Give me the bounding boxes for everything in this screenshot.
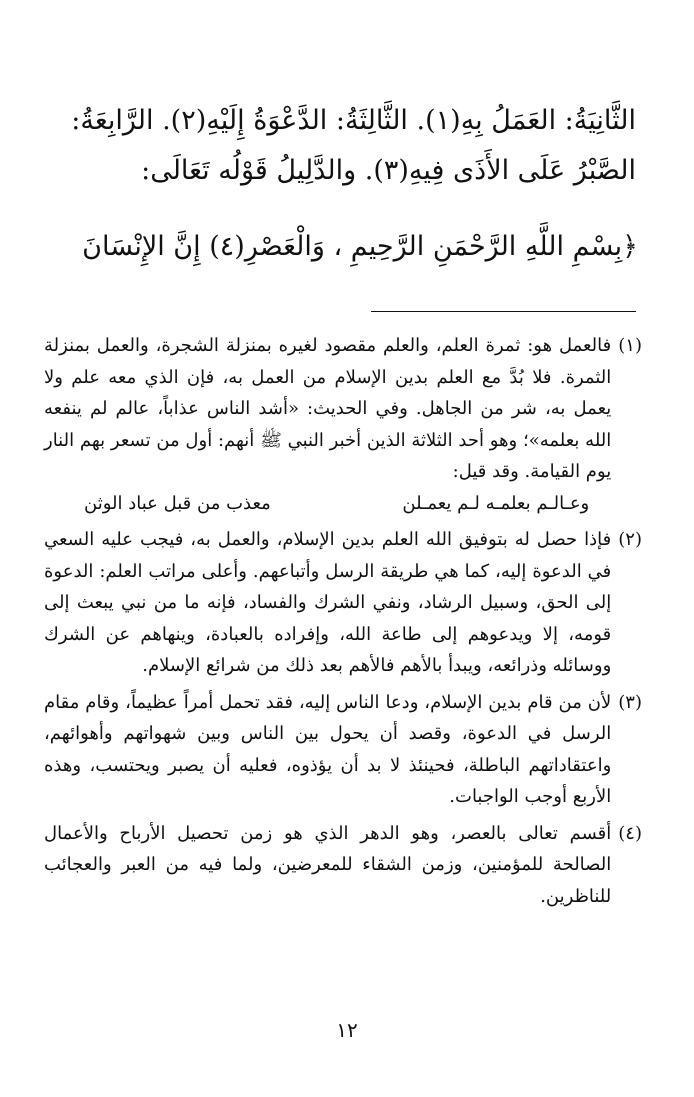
- footnotes: [44, 330, 642, 917]
- footnote-4: [44, 818, 642, 913]
- footnote-number: (٢): [618, 529, 642, 550]
- footnote-1: [44, 330, 642, 519]
- footnote-number: (٤): [618, 822, 642, 844]
- footnote-2: [44, 524, 642, 682]
- footnote-text: أقسم تعالى بالعصر، وهو الدهر الذي هو زمن تحصيل الأرباح والأعمال الصالحة للمؤمنين، وزمن الشقاء للمعرضين، ولما فيه من العبر والعجائب للناظرين.: [44, 822, 612, 907]
- quran-verse: ﴿بِسْمِ اللَّهِ الرَّحْمَنِ الرَّحِيمِ ، وَالْعَصْرِ(٤) إِنَّ الإِنْسَانَ: [82, 231, 638, 262]
- footnote-text: فالعمل هو: ثمرة العلم، والعلم مقصود لغيره بمنزلة الشجرة، والعمل بمنزلة الثمرة. فلا بُدَّ مع العلم بدين الإسلام من العمل به، فإن الذي معه علم ولا يعمل به، شر من الجاهل. وفي الحديث: «أشد الناس عذاباً، عالم لم ينفعه الله بعلمه»؛ وهو أحد الثلاثة الذين أخبر النبي ﷺ أنهم: أول من تسعر بهم النار يوم القيامة. وقد قيل:: [44, 335, 612, 482]
- footnote-number: (٣): [618, 691, 642, 713]
- footnote-body: [44, 330, 611, 519]
- footnote-body: [44, 687, 611, 813]
- footnote-divider: [371, 311, 636, 312]
- footnote-text: لأن من قام بدين الإسلام، ودعا الناس إليه، فقد تحمل أمراً عظيماً، وقام مقام الرسل في الدعوة، وقصد أن يحول بين الناس وبين شهواتهم وأهوائهم، واعتقاداتهم الباطلة، فحينئذ لا بد أن يؤذوه، فعليه أن يصبر ويحتسب، وهذه الأربع أوجب الواجبات.: [44, 691, 612, 807]
- poem-verse: [44, 488, 611, 520]
- footnote-3: [44, 687, 642, 813]
- poem-first-hemistich: وعـالـم بعلمـه لـم يعمـلن: [402, 492, 590, 514]
- footnote-body: [44, 818, 611, 913]
- footnote-body: [44, 524, 611, 682]
- page-number: ١٢: [336, 1018, 358, 1042]
- main-text: [62, 96, 636, 196]
- main-line-1: الثَّانِيَةُ: العَمَلُ بِهِ(١). الثَّالِثَةُ: الدَّعْوَةُ إِلَيْهِ(٢). الرَّابِعَةُ:: [71, 105, 636, 136]
- main-line-2: الصَّبْرُ عَلَى الأَذَى فِيهِ(٣). والدَّلِيلُ قَوْلُه تَعَالَى:: [141, 155, 636, 186]
- poem-second-hemistich: معذب من قبل عباد الوثن: [84, 492, 271, 514]
- footnote-number: (١): [618, 335, 642, 356]
- footnote-text: فإذا حصل له بتوفيق الله العلم بدين الإسلام، والعمل به، فيجب عليه السعي في الدعوة إليه، كما هي طريقة الرسل وأتباعهم. وأعلى مراتب العلم: الدعوة إلى الحق، وسبيل الرشاد، ونفي الشرك والفساد، فإنه ما من نبي يبعث إلى قومه، إلا ويدعوهم إلى طاعة الله، وإفراده بالعبادة، وينهاهم عن الشرك ووسائله وذرائعه، ويبدأ بالأهم فالأهم بعد ذلك من شرائع الإسلام.: [44, 529, 612, 676]
